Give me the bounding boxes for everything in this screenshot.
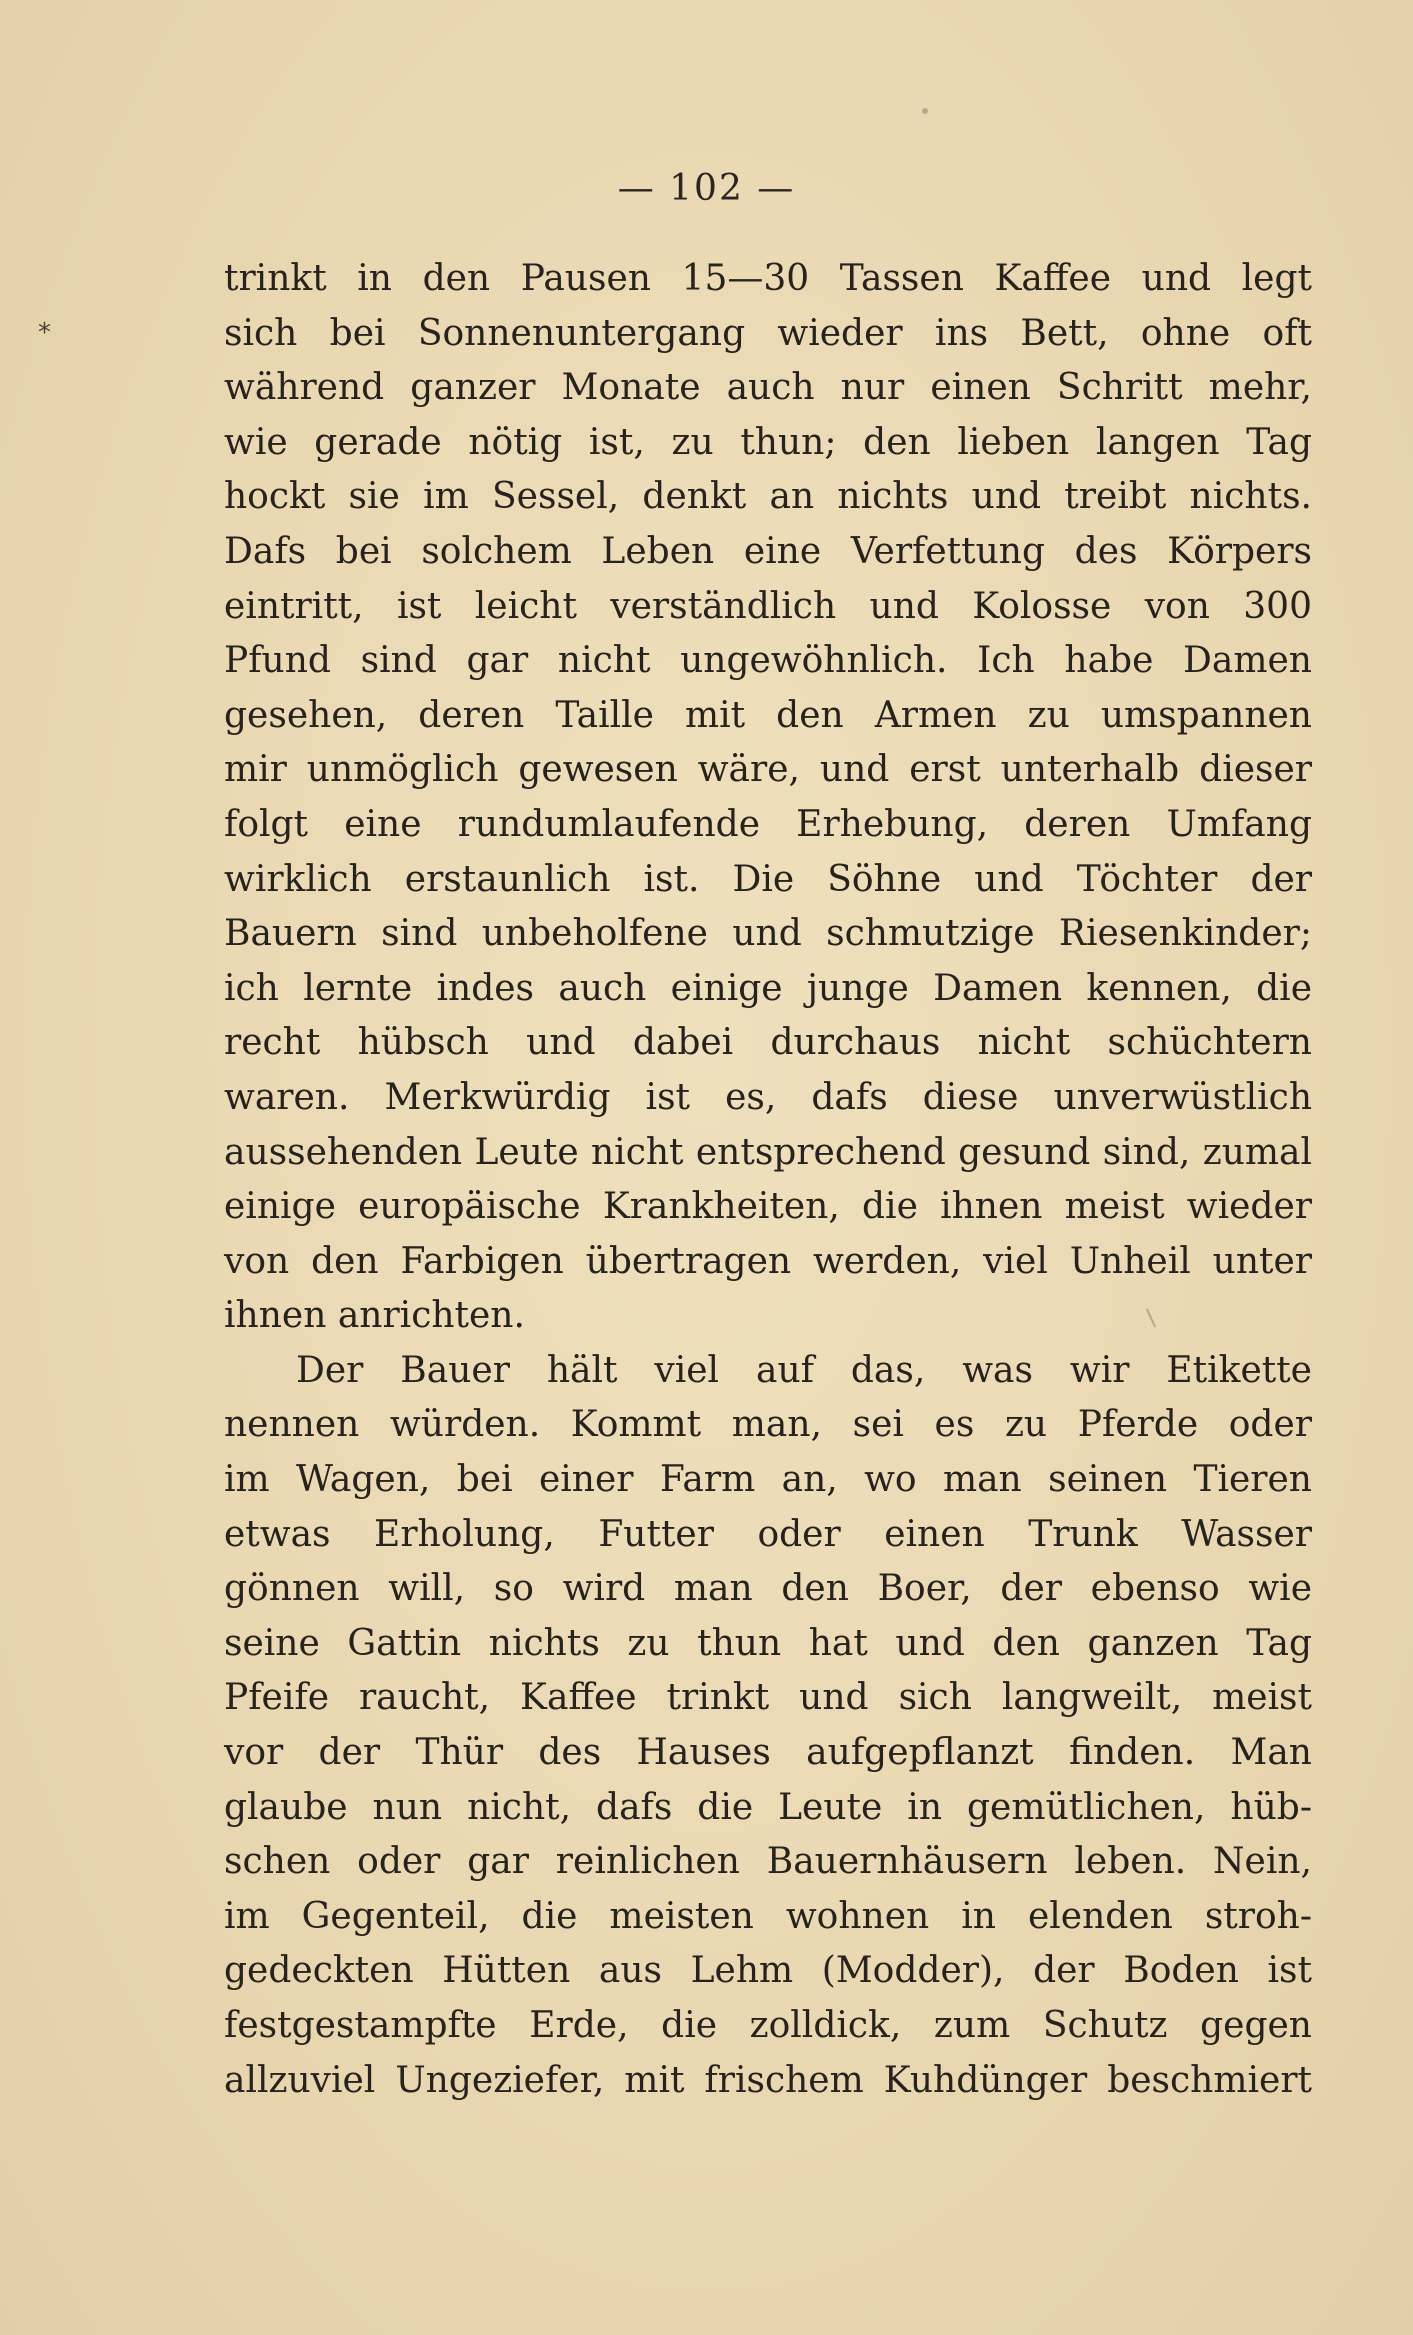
text-line: gedeckten Hütten aus Lehm (Modder), der Boden ist [224, 1950, 1312, 1992]
text-line: glaube nun nicht, dafs die Leute in gemütlichen, hüb- [224, 1786, 1312, 1828]
page-number-header: — 102 — [617, 168, 796, 209]
text-line: Der Bauer hält viel auf das, was wir Etikette [296, 1349, 1312, 1391]
paper-speck [922, 108, 928, 114]
text-line: Pfund sind gar nicht ungewöhnlich. Ich habe Damen [224, 640, 1312, 682]
text-line: wirklich erstaunlich ist. Die Söhne und Töchter der [224, 858, 1312, 900]
text-line: waren. Merkwürdig ist es, dafs diese unverwüstlich [224, 1076, 1312, 1118]
text-line: einige europäische Krankheiten, die ihnen meist wieder [224, 1186, 1312, 1228]
text-line: Dafs bei solchem Leben eine Verfettung des Körpers [224, 530, 1312, 572]
text-line: allzuviel Ungeziefer, mit frischem Kuhdünger beschmiert [224, 2059, 1312, 2101]
text-line: Pfeife raucht, Kaffee trinkt und sich langweilt, meist [224, 1677, 1312, 1719]
text-line: hockt sie im Sessel, denkt an nichts und treibt nichts. [224, 476, 1312, 518]
text-line: ich lernte indes auch einige junge Damen kennen, die [224, 967, 1312, 1009]
text-line: nennen würden. Kommt man, sei es zu Pferde oder [224, 1404, 1312, 1446]
text-line: gesehen, deren Taille mit den Armen zu umspannen [224, 694, 1312, 736]
text-line: eintritt, ist leicht verständlich und Kolosse von 300 [224, 585, 1312, 627]
text-line: wie gerade nötig ist, zu thun; den lieben langen Tag [224, 421, 1312, 463]
text-line: festgestampfte Erde, die zolldick, zum Schutz gegen [224, 2005, 1312, 2046]
text-line: folgt eine rundumlaufende Erhebung, deren Umfang [224, 803, 1312, 845]
text-line: aussehenden Leute nicht entsprechend gesund sind, zumal [224, 1131, 1312, 1173]
text-line: sich bei Sonnenuntergang wieder ins Bett, ohne oft [224, 312, 1312, 354]
text-line: seine Gattin nichts zu thun hat und den ganzen Tag [224, 1622, 1312, 1664]
text-line: vor der Thür des Hauses aufgepflanzt finden. Man [224, 1732, 1312, 1774]
text-line: etwas Erholung, Futter oder einen Trunk Wasser [224, 1513, 1312, 1555]
text-line: im Gegenteil, die meisten wohnen in elenden stroh- [224, 1895, 1312, 1937]
text-line: schen oder gar reinlichen Bauernhäusern leben. Nein, [224, 1841, 1312, 1883]
text-line: gönnen will, so wird man den Boer, der ebenso wie [224, 1568, 1312, 1610]
text-line: im Wagen, bei einer Farm an, wo man seinen Tieren [224, 1459, 1312, 1501]
text-line: ihnen anrichten. [224, 1295, 525, 1337]
text-line: recht hübsch und dabei durchaus nicht schüchtern [224, 1022, 1312, 1064]
margin-asterisk-mark: * [38, 318, 51, 348]
text-line: Bauern sind unbeholfene und schmutzige Riesenkinder; [224, 913, 1312, 955]
text-line: trinkt in den Pausen 15—30 Tassen Kaffee und legt [224, 258, 1312, 299]
text-line: von den Farbigen übertragen werden, viel Unheil unter [224, 1240, 1312, 1282]
body-text [224, 252, 1312, 2108]
text-line: mir unmöglich gewesen wäre, und erst unterhalb dieser [224, 749, 1312, 791]
text-line: während ganzer Monate auch nur einen Schritt mehr, [224, 367, 1312, 409]
